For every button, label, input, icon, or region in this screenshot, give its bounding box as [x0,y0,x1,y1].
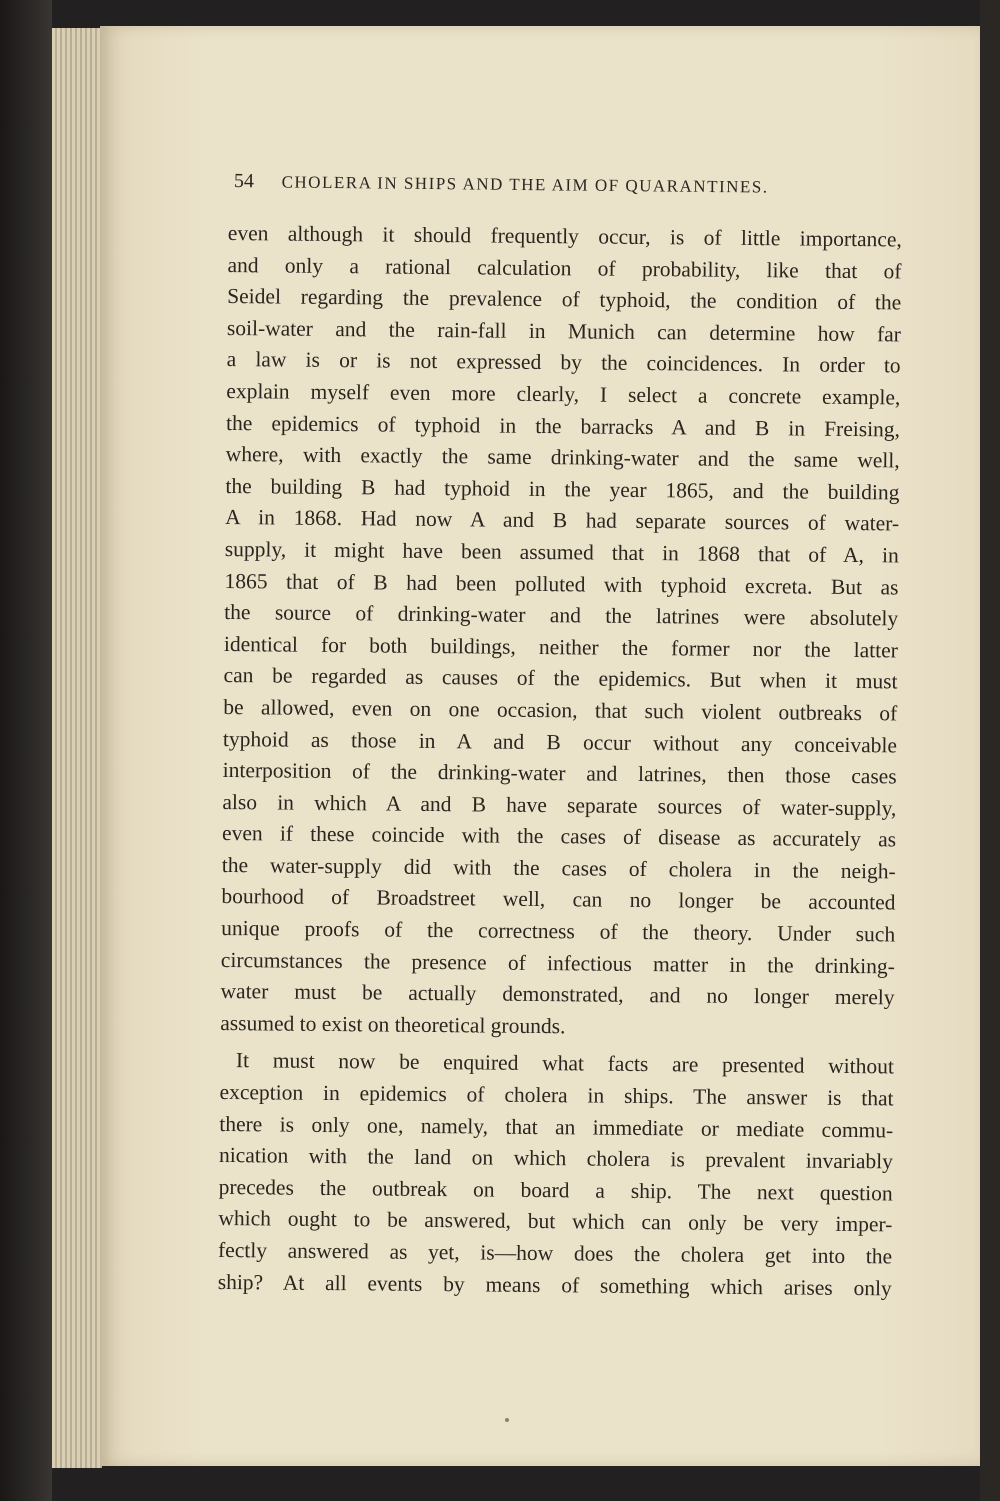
text-line: where, with exactly the same drinking-water and the same well, [225,442,900,473]
body-text [218,218,902,1305]
text-line: assumed to exist on theoretical grounds. [220,1010,566,1039]
text-line: precedes the outbreak on board a ship. The next question [218,1174,893,1206]
text-line: the building B had typhoid in the year 1865, and the building [225,473,900,505]
text-line: circumstances the presence of infectious matter in the drinking- [220,947,895,979]
running-title: CHOLERA IN SHIPS AND THE AIM OF QUARANTINES. [281,172,769,197]
text-line: It must now be enquired what facts are presented without [235,1048,894,1079]
paragraph-1 [220,218,902,1046]
book-cover-edge [0,0,52,1501]
text-line: water must be actually demonstrated, and no longer merely [220,979,895,1010]
text-line: interposition of the drinking-water and latrines, then those cases [222,758,897,789]
paragraph-2 [218,1045,894,1304]
text-line: soil-water and the rain-fall in Munich can determine how far [226,315,902,347]
text-line: 1865 that of B had been polluted with typhoid excreta. But as [224,568,899,599]
text-line: and only a rational calculation of probability, like that of [227,252,902,284]
text-line: explain myself even more clearly, I select a concrete example, [226,378,901,410]
text-line: even if these coincide with the cases of disease as accurately as [221,821,897,852]
text-line: even although it should frequently occur, is of little importance, [227,220,902,252]
text-line: which ought to be answered, but which can only be very imper- [218,1206,893,1237]
text-line: ship? At all events by means of something which arises only [217,1269,892,1301]
paper-speck [505,1418,509,1422]
text-line: supply, it might have been assumed that in 1868 that of A, in [224,536,899,568]
page-stack-edges [52,28,102,1468]
text-line: bourhood of Broadstreet well, can no longer be accounted [221,884,896,915]
text-line: Seidel regarding the prevalence of typhoid, the condition of the [227,284,902,315]
text-line: a law is or is not expressed by the coincidences. In order to [226,347,901,378]
text-line: the water-supply did with the cases of cholera in the neigh- [221,852,896,884]
text-line: there is only one, namely, that an immediate or mediate commu- [219,1111,894,1143]
text-line: nication with the land on which cholera is prevalent invariably [218,1143,894,1174]
text-line: be allowed, even on one occasion, that such violent outbreaks of [223,694,898,726]
text-line: also in which A and B have separate sources of water-supply, [222,789,897,821]
text-line: can be regarded as causes of the epidemics. But when it must [223,663,898,694]
text-line: A in 1868. Had now A and B had separate sources of water- [225,505,900,536]
text-line: identical for both buildings, neither the former nor the latter [223,631,898,663]
page-number: 54 [233,170,254,193]
scan-right-edge [980,0,1000,1501]
text-line: exception in epidemics of cholera in ships. The answer is that [219,1079,894,1111]
text-line: unique proofs of the correctness of the theory. Under such [221,916,896,947]
text-line: fectly answered as yet, is—how does the cholera get into the [217,1237,893,1269]
text-line: the source of drinking-water and the latrines were absolutely [224,600,899,631]
text-line: the epidemics of typhoid in the barracks A and B in Freising, [225,410,901,442]
text-line: typhoid as those in A and B occur without any conceivable [222,726,898,757]
